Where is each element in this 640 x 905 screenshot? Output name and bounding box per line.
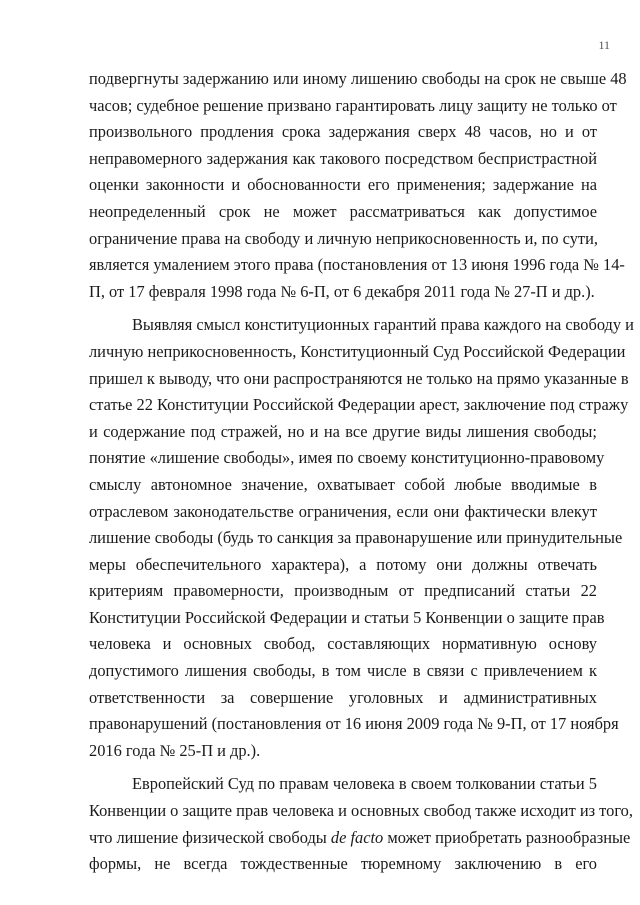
text-line: смыслу автономное значение, охватывает собой любые вводимые в <box>89 474 597 494</box>
text-line: отраслевом законодательстве ограничения, если они фактически влекут <box>89 501 597 521</box>
text-line: ограничение права на свободу и личную неприкосновенность и, по сути, <box>89 228 598 248</box>
page-number: 11 <box>598 38 610 52</box>
text-line: лишение свободы (будь то санкция за правонарушение или принудительные <box>89 528 623 548</box>
paragraph-gap <box>89 764 597 771</box>
italic-term: de facto <box>330 827 384 847</box>
text-line: человека и основных свобод, составляющих нормативную основу <box>89 634 597 654</box>
text-line: критериям правомерности, производным от предписаний статьи 22 <box>89 581 597 601</box>
paragraph <box>89 771 633 877</box>
paragraph-gap <box>89 305 597 312</box>
text-line: что лишение физической свободы de facto может приобретать разнообразные <box>89 827 631 847</box>
text-line: меры обеспечительного характера), а потому они должны отвечать <box>89 554 597 574</box>
text-line: понятие «лишение свободы», имея по своему конституционно-правовому <box>89 448 605 468</box>
text-line: неопределенный срок не может рассматриваться как допустимое <box>89 201 597 221</box>
text-line: Выявляя смысл конституционных гарантий права каждого на свободу и <box>132 315 634 335</box>
text-line: Европейский Суд по правам человека в своем толковании статьи 5 <box>132 774 597 794</box>
text-line: статье 22 Конституции Российской Федерации арест, заключение под стражу <box>89 395 629 415</box>
text-line: и содержание под стражей, но и на все другие виды лишения свободы; <box>89 421 597 441</box>
text-line: 2016 года № 25-П и др.). <box>89 740 261 760</box>
paragraph <box>89 66 627 305</box>
text-line: формы, не всегда тождественные тюремному заключению в его <box>89 854 597 874</box>
text-line: является умалением этого права (постановления от 13 июня 1996 года № 14- <box>89 255 625 275</box>
text-line: неправомерного задержания как такового посредством беспристрастной <box>89 148 597 168</box>
text-line: допустимого лишения свободы, в том числе в связи с привлечением к <box>89 661 597 681</box>
text-line: П, от 17 февраля 1998 года № 6-П, от 6 декабря 2011 года № 27-П и др.). <box>89 281 595 301</box>
text-line: Конституции Российской Федерации и статьи 5 Конвенции о защите прав <box>89 607 605 627</box>
paragraph <box>89 312 634 764</box>
text-line: пришел к выводу, что они распространяются не только на прямо указанные в <box>89 368 629 388</box>
text-line: подвергнуты задержанию или иному лишению свободы на срок не свыше 48 <box>89 69 627 88</box>
text-line: оценки законности и обоснованности его применения; задержание на <box>89 175 597 195</box>
text-line: произвольного продления срока задержания сверх 48 часов, но и от <box>89 122 597 142</box>
text-line: личную неприкосновенность, Конституционный Суд Российской Федерации <box>89 341 626 361</box>
text-line: правонарушений (постановления от 16 июня 2009 года № 9-П, от 17 ноября <box>89 714 619 734</box>
text-line: Конвенции о защите прав человека и основных свобод также исходит из того, <box>89 801 633 821</box>
text-line: часов; судебное решение призвано гарантировать лицу защиту не только от <box>89 95 617 115</box>
text-line: ответственности за совершение уголовных и административных <box>89 687 597 707</box>
document-body <box>89 66 634 878</box>
